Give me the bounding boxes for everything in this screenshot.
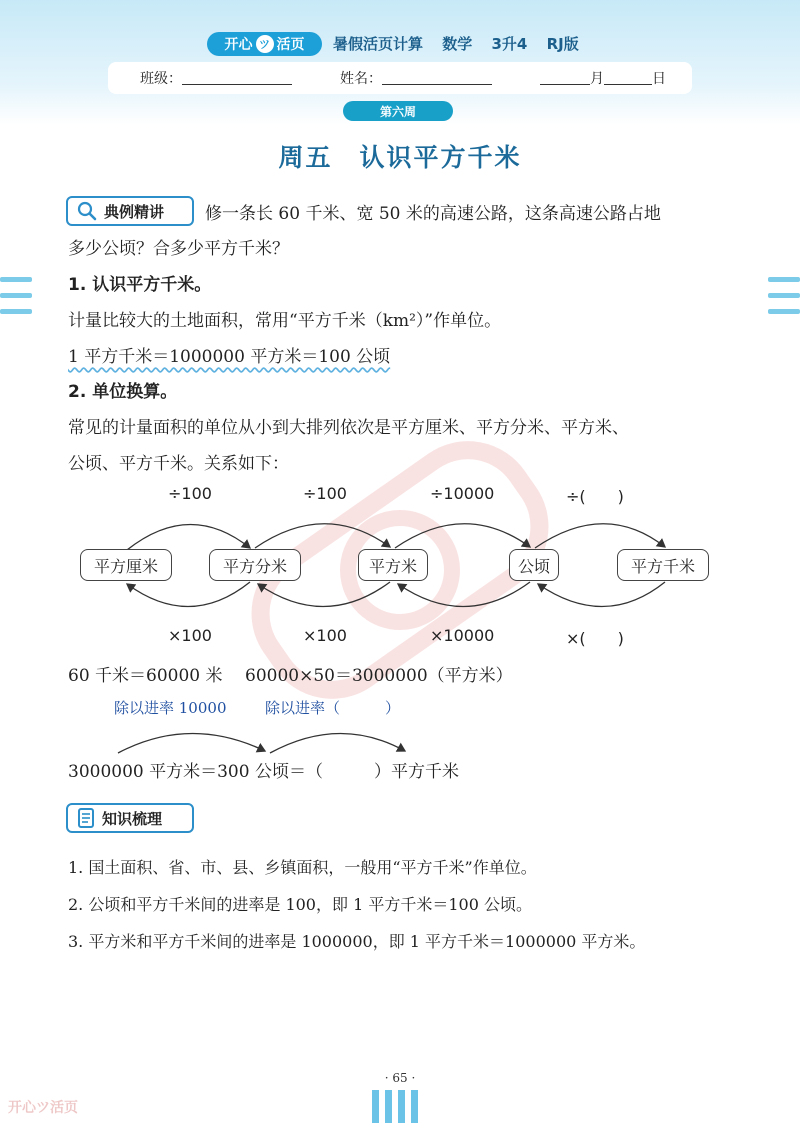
- brand-logo: [207, 32, 322, 56]
- class-label: 班级：: [140, 71, 182, 87]
- divide-op-1: ÷100: [168, 484, 212, 503]
- month-label: 月: [590, 71, 604, 87]
- paragraph-order-line1: 常见的计量面积的单位从小到大排列依次是平方厘米、平方分米、平方米、: [68, 418, 629, 438]
- section-heading-1: 1. 认识平方千米。: [68, 275, 212, 295]
- page-title: 周五 认识平方千米: [278, 143, 522, 172]
- month-field[interactable]: [540, 71, 590, 85]
- calc-length-conversion: 60 千米＝60000 米: [68, 666, 223, 686]
- multiply-op-2: ×100: [303, 626, 347, 645]
- student-info-bar: [108, 62, 692, 94]
- unit-square-decimeter: 平方分米: [209, 549, 301, 581]
- unit-square-centimeter: 平方厘米: [80, 549, 172, 581]
- unit-square-meter: 平方米: [358, 549, 428, 581]
- section-heading-2: 2. 单位换算。: [68, 382, 178, 402]
- book-title: [333, 33, 593, 54]
- multiply-op-4: ×( ): [566, 629, 624, 648]
- calc-result-line: 3000000 平方米＝300 公顷＝（ ）平方千米: [68, 762, 459, 782]
- example-badge: [66, 196, 194, 226]
- example-badge-label: 典例精讲: [104, 202, 165, 221]
- paragraph-order-line2: 公顷、平方千米。关系如下：: [68, 454, 289, 474]
- name-label: 姓名：: [340, 71, 382, 87]
- book-name: 暑假活页计算: [333, 35, 424, 53]
- unit-square-kilometer: 平方千米: [617, 549, 709, 581]
- paragraph-conversion: 1 平方千米＝1000000 平方米＝100 公顷: [68, 347, 391, 367]
- knowledge-item-3: 3. 平方米和平方千米间的进率是 1000000，即 1 平方千米＝1000000 平方米。: [68, 932, 646, 951]
- class-field[interactable]: [182, 71, 292, 85]
- grade: 3升4: [491, 35, 528, 53]
- note-rate-blank: 除以进率（ ）: [265, 699, 401, 717]
- smile-icon: ツ: [256, 35, 274, 53]
- day-field[interactable]: [604, 71, 652, 85]
- week-tab: 第六周: [343, 101, 453, 121]
- knowledge-badge: [66, 803, 194, 833]
- multiply-op-1: ×100: [168, 626, 212, 645]
- knowledge-item-1: 1. 国土面积、省、市、县、乡镇面积，一般用“平方千米”作单位。: [68, 858, 537, 877]
- magnifier-icon: [76, 200, 98, 222]
- left-deco-bars: [0, 277, 32, 325]
- scroll-icon: [76, 807, 96, 829]
- multiply-op-3: ×10000: [430, 626, 495, 645]
- paragraph-unit-intro: 计量比较大的土地面积，常用“平方千米（km²）”作单位。: [68, 311, 502, 331]
- subject: 数学: [442, 35, 473, 53]
- edition: RJ版: [546, 35, 579, 53]
- knowledge-item-2: 2. 公顷和平方千米间的进率是 100，即 1 平方千米＝100 公顷。: [68, 895, 532, 914]
- day-label: 日: [652, 71, 666, 87]
- example-question-line2: 多少公顷？合多少平方千米？: [68, 239, 289, 259]
- unit-hectare: 公顷: [509, 549, 559, 581]
- note-rate-10000: 除以进率 10000: [114, 699, 227, 717]
- page-number: · 65 ·: [384, 1071, 416, 1085]
- example-question-line1: 修一条长 60 千米、宽 50 米的高速公路，这条高速公路占地: [205, 204, 661, 224]
- right-deco-bars: [768, 277, 800, 325]
- divide-op-3: ÷10000: [430, 484, 495, 503]
- name-field[interactable]: [382, 71, 492, 85]
- calc-area: 60000×50＝3000000（平方米）: [245, 666, 513, 686]
- calc-arrows: [0, 715, 800, 760]
- bottom-deco-bars: [372, 1090, 418, 1123]
- divide-op-2: ÷100: [303, 484, 347, 503]
- divide-op-4: ÷( ): [566, 487, 624, 506]
- logo-text-right: 活页: [276, 37, 305, 53]
- footer-logo: 开心ツ活页: [8, 1100, 78, 1116]
- knowledge-badge-label: 知识梳理: [102, 809, 163, 828]
- logo-text-left: 开心: [224, 37, 253, 53]
